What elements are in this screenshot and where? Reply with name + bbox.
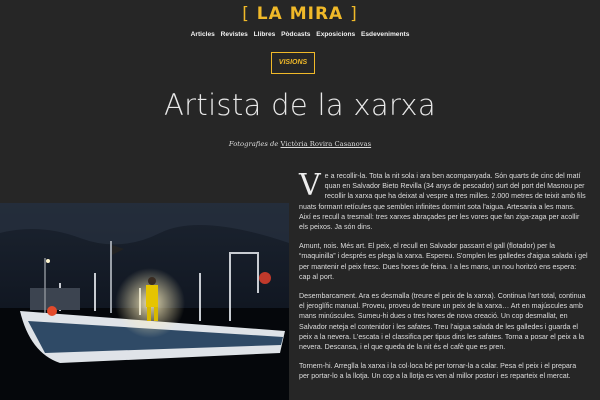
nav-item-articles[interactable]: Articles bbox=[190, 31, 215, 38]
nav-item-exposicions[interactable]: Exposicions bbox=[316, 31, 356, 38]
section-badge[interactable]: VISIONS bbox=[271, 52, 315, 74]
nav-item-podcasts[interactable]: Pòdcasts bbox=[281, 31, 311, 38]
credit-label: Fotografies de bbox=[228, 140, 279, 148]
fishing-boat-photo bbox=[0, 203, 289, 400]
paragraph-2: Amunt, nois. Més art. El peix, el recull en Salvador passant el gall (flotador) per la “maquinilla” i després es plega la xarxa. Espereu. S'omplen les galledes d'aigua salada i gel per mantenir el peix fresc. Dues hores de feina. I a les mans, un nou horitzó ens espera: cap al port. bbox=[299, 242, 588, 281]
paragraph-4: Tornem-hi. Arreglla la xarxa i la col·loca bé per tornar-la a calar. Pesa el peix i el prepara per portar-lo a la llotja. Un cop a la llotja es ven al millor postor i es reparteix el mercat. bbox=[299, 362, 577, 381]
photographer-link[interactable]: Victòria Rovira Casanovas bbox=[280, 140, 372, 148]
nav-item-llibres[interactable]: Llibres bbox=[253, 31, 276, 38]
logo-text: LA MIRA bbox=[256, 4, 344, 24]
page-title: Artista de la xarxa bbox=[164, 88, 436, 122]
main-nav bbox=[0, 31, 600, 38]
photo-credit bbox=[0, 140, 600, 148]
paragraph-1 bbox=[299, 168, 588, 232]
logo-bracket-open: [ bbox=[242, 4, 250, 24]
logo-bracket-close: ] bbox=[350, 4, 358, 24]
drop-cap: V bbox=[299, 168, 321, 203]
article-body bbox=[299, 168, 588, 391]
paragraph-3: Desembarcament. Ara es desmalla (treure el peix de la xarxa). Continua l'art total, continua el jeroglífic manual. Proveu, proveu de treure un peix de la xarxa… Art en majúscules amb mans minúscules. Sumeu-hi dues o tres hores de nova creació. Un cop desmallat, en Salvador neteja el contenidor i les safates. Treu l'aigua salada de les galledes i guarda el peix a la nevera. L'escata i el classifica per tipus dins les safates. Torna a posar el peix a la nevera. Descansa, i el que queda de la nit és el cafè que es pren. bbox=[299, 292, 586, 352]
nav-item-esdeveniments[interactable]: Esdeveniments bbox=[360, 31, 410, 38]
nav-item-revistes[interactable]: Revistes bbox=[220, 31, 248, 38]
site-logo[interactable] bbox=[0, 4, 600, 24]
paragraph-1-text: e a recollir-la. Tota la nit sola i ara ben acompanyada. Són quarts de cinc del matí quan en Salvador Bieto Revilla (34 anys de pescador) surt del port del Masnou per recollir la xarxa que ha deixat al vespre a tres milles. 2.000 metres de teixit amb fils nuats formant retícules que semblen infinites dormint sota l'aigua. Artesania a les mans. Així es recull a tresmall: tres xarxes abraçades per les vores que fan ziga-zaga per acollir els peixos. Ja són dins. bbox=[299, 172, 586, 232]
